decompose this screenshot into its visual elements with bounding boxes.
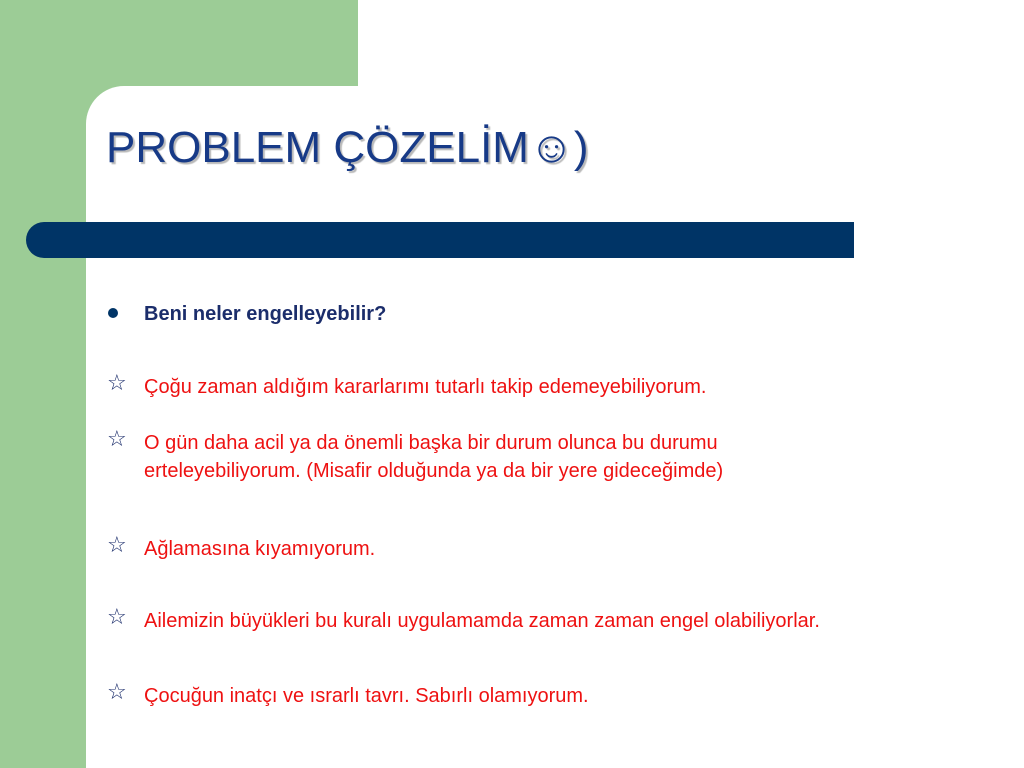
list-item xyxy=(104,373,1019,401)
title-underline-bar xyxy=(26,222,854,258)
star-outline-icon: ☆ xyxy=(107,371,127,396)
star-outline-icon: ☆ xyxy=(107,605,127,630)
star-outline-icon: ☆ xyxy=(107,427,127,452)
list-item xyxy=(104,607,1019,635)
list-item-text: Ağlamasına kıyamıyorum. xyxy=(144,538,376,560)
list-item xyxy=(104,682,1019,710)
list-item xyxy=(104,535,1019,563)
list-item xyxy=(104,429,1019,485)
list-item-text: Çoğu zaman aldığım kararlarımı tutarlı takip edemeyebiliyorum. xyxy=(144,376,707,398)
slide-title: PROBLEM ÇÖZELİM☺) xyxy=(106,123,589,172)
white-content-panel xyxy=(86,86,1024,768)
list-item-text: Çocuğun inatçı ve ısrarlı tavrı. Sabırlı olamıyorum. xyxy=(144,685,589,707)
list-item-line-2: erteleyebiliyorum. (Misafir olduğunda ya da bir yere gideceğimde) xyxy=(144,460,724,482)
question-text: Beni neler engelleyebilir? xyxy=(144,303,387,325)
bullet-dot-icon xyxy=(108,308,118,318)
star-outline-icon: ☆ xyxy=(107,680,127,705)
list-item-line-1: O gün daha acil ya da önemli başka bir durum olunca bu durumu xyxy=(144,432,718,454)
star-outline-icon: ☆ xyxy=(107,533,127,558)
list-item-text xyxy=(144,429,723,485)
list-item-text: Ailemizin büyükleri bu kuralı uygulamamda zaman zaman engel olabiliyorlar. xyxy=(144,610,820,632)
question-row xyxy=(104,300,1019,328)
bullet-marker xyxy=(104,300,144,323)
